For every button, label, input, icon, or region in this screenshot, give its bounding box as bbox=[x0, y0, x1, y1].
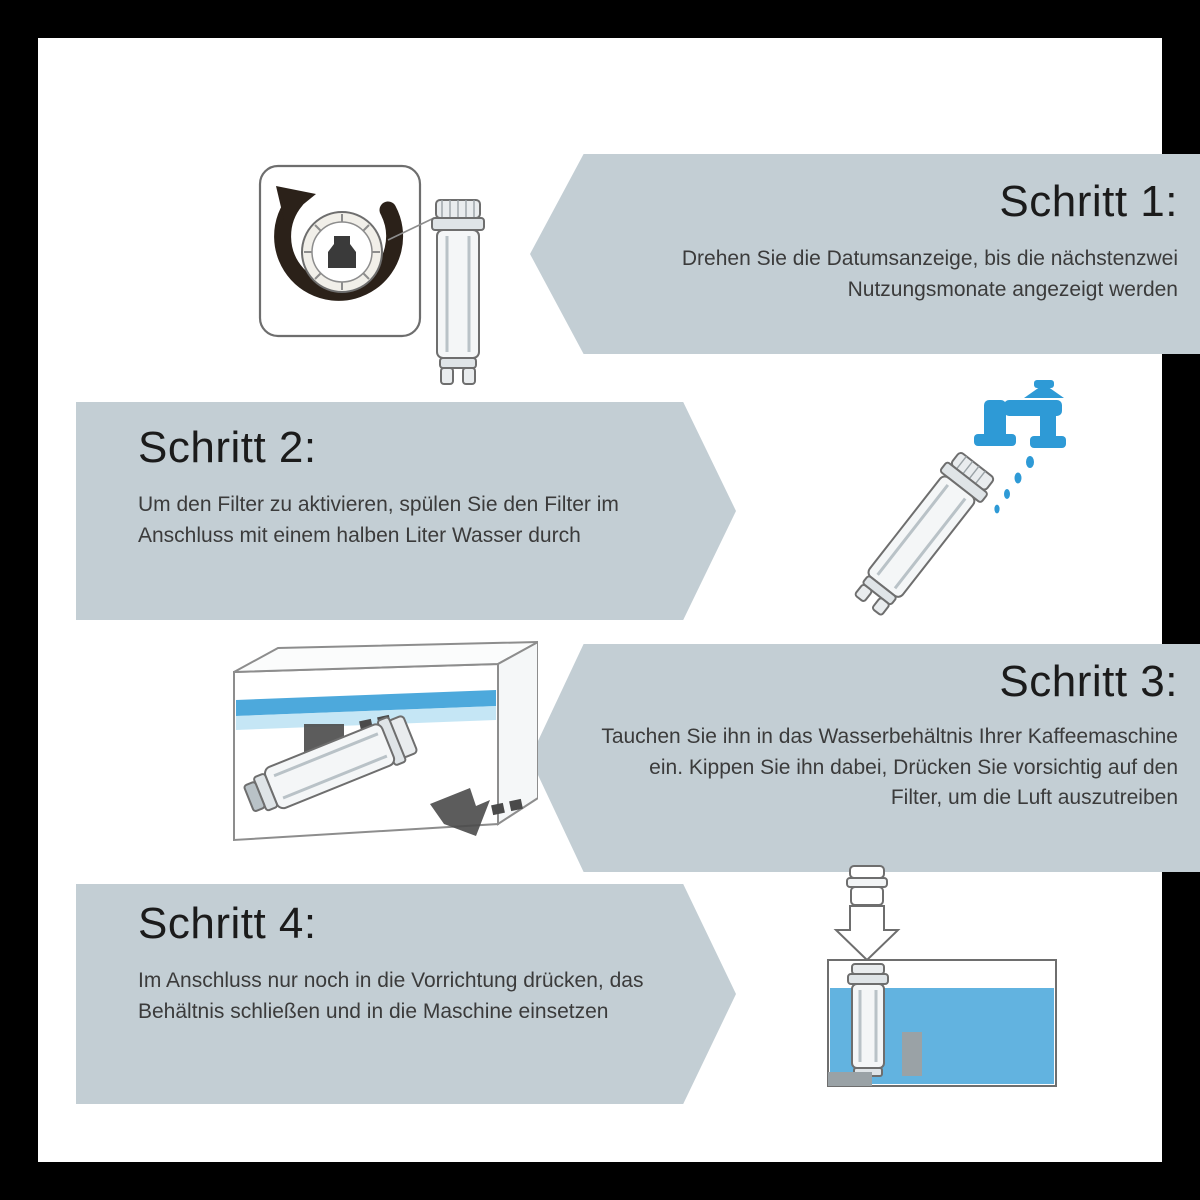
step-4-title: Schritt 4: bbox=[138, 899, 317, 948]
step-1-title: Schritt 1: bbox=[999, 177, 1178, 226]
step-4-text-block bbox=[138, 900, 678, 1027]
date-dial-and-filter-illustration bbox=[238, 148, 518, 408]
step-1-body: Drehen Sie die Datumsanzeige, bis die nächstenzwei Nutzungsmonate angezeigt werden bbox=[681, 247, 1178, 301]
step-3-title: Schritt 3: bbox=[999, 657, 1178, 706]
step-3-body: Tauchen Sie ihn in das Wasserbehältnis Ihrer Kaffeemaschine ein. Kippen Sie ihn dabei, Drücken Sie vorsichtig auf den Filter, um die Luft auszutreiben bbox=[601, 725, 1178, 810]
filter-inserted-into-water-tank-illustration bbox=[794, 856, 1094, 1106]
step-2-title: Schritt 2: bbox=[138, 423, 317, 472]
step-4-body: Im Anschluss nur noch in die Vorrichtung drücken, das Behältnis schließen und in die Maschine einsetzen bbox=[138, 969, 644, 1023]
step-3-text-block bbox=[598, 658, 1178, 814]
filter-submerged-in-tank-illustration bbox=[208, 628, 538, 878]
step-1-text-block bbox=[598, 178, 1178, 305]
step-2-body: Um den Filter zu aktivieren, spülen Sie den Filter im Anschluss mit einem halben Liter Wasser durch bbox=[138, 493, 619, 547]
instruction-sheet bbox=[38, 38, 1178, 1162]
step-2-text-block bbox=[138, 424, 678, 551]
faucet-rinsing-filter-illustration bbox=[808, 378, 1088, 638]
